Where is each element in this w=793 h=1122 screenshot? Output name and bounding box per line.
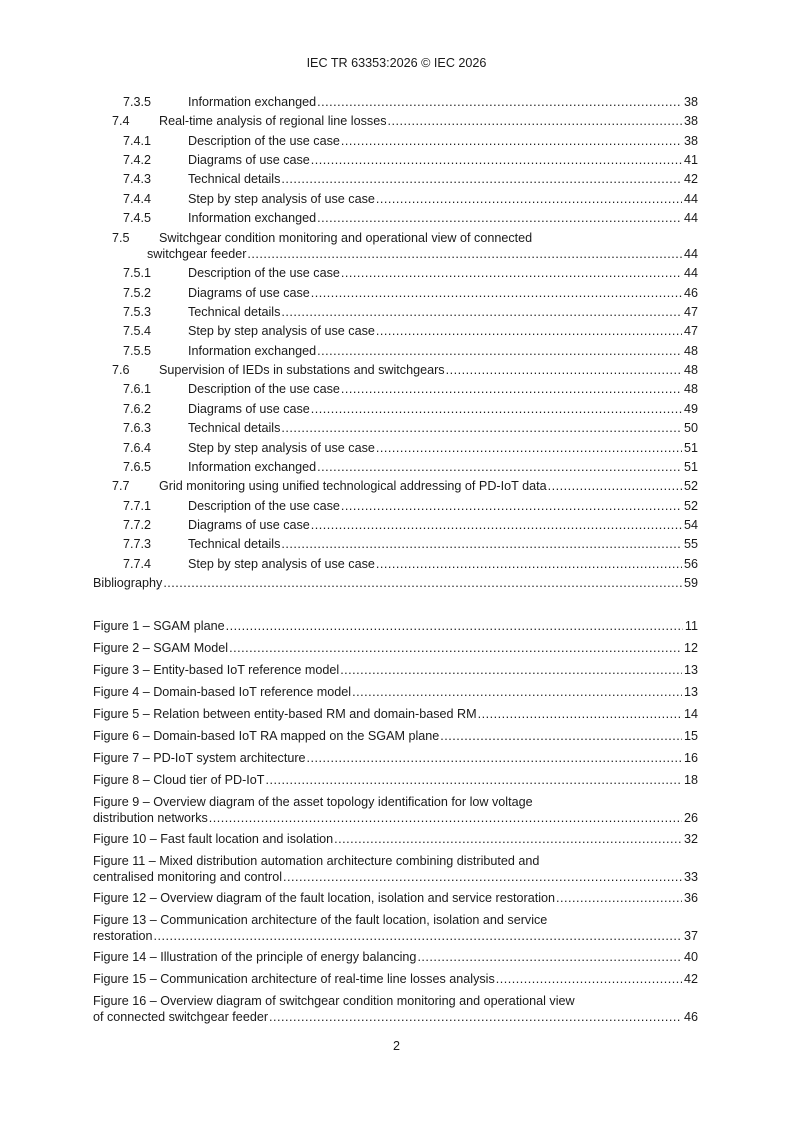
dot-leader bbox=[556, 887, 682, 909]
toc-entry-7-6[interactable] bbox=[93, 361, 698, 380]
toc-entry-page: 47 bbox=[683, 305, 698, 320]
dot-leader bbox=[317, 209, 682, 228]
toc-entry-title: Description of the use case bbox=[188, 133, 340, 148]
figure-entry-2[interactable] bbox=[93, 637, 698, 659]
figure-entry-5[interactable] bbox=[93, 703, 698, 725]
dot-leader bbox=[376, 555, 682, 574]
toc-entry-title: Real-time analysis of regional line losses bbox=[159, 114, 387, 129]
figure-entry-4[interactable] bbox=[93, 681, 698, 703]
figure-entry-16[interactable] bbox=[93, 993, 698, 1025]
toc-entry-page: 44 bbox=[683, 247, 698, 262]
toc-entry-7-7-1[interactable] bbox=[93, 497, 698, 516]
toc-entry-number: 7.4.1 bbox=[123, 133, 152, 148]
figure-entry-title: Figure 8 – Cloud tier of PD-IoT bbox=[93, 773, 265, 787]
dot-leader bbox=[317, 93, 682, 112]
toc-entry-title: Technical details bbox=[188, 172, 281, 187]
toc-entry-number: 7.7 bbox=[112, 479, 130, 494]
dot-leader bbox=[388, 112, 682, 131]
toc-entry-page: 50 bbox=[683, 421, 698, 436]
toc-entry-page: 44 bbox=[683, 266, 698, 281]
dot-leader bbox=[478, 703, 682, 725]
figure-entry-6[interactable] bbox=[93, 725, 698, 747]
dot-leader bbox=[340, 659, 682, 681]
toc-entry-title: Technical details bbox=[188, 421, 281, 436]
figure-entry-page: 14 bbox=[683, 707, 698, 721]
dot-leader bbox=[317, 458, 682, 477]
dot-leader bbox=[376, 439, 682, 458]
toc-entry-7-6-1[interactable] bbox=[93, 380, 698, 399]
figure-entry-page: 36 bbox=[683, 891, 698, 905]
toc-entry-number: 7.4.2 bbox=[123, 153, 152, 168]
toc-entry-title: Information exchanged bbox=[188, 211, 317, 226]
toc-entry-title: Description of the use case bbox=[188, 382, 340, 397]
toc-entry-number: 7.6 bbox=[112, 363, 130, 378]
figure-entry-page: 40 bbox=[683, 950, 698, 964]
figure-entry-title: Figure 6 – Domain-based IoT RA mapped on the SGAM plane bbox=[93, 729, 440, 743]
figure-entry-page: 46 bbox=[683, 1010, 698, 1024]
figure-entry-page: 42 bbox=[683, 972, 698, 986]
toc-entry-title: Description of the use case bbox=[188, 498, 340, 513]
figure-entry-13[interactable] bbox=[93, 912, 698, 944]
toc-entry-page: 44 bbox=[683, 211, 698, 226]
toc-entry-number: 7.4 bbox=[112, 114, 130, 129]
figure-entry-page: 12 bbox=[683, 641, 698, 655]
toc-entry-number: 7.3.5 bbox=[123, 95, 152, 109]
toc-entry-page: 38 bbox=[683, 114, 698, 129]
toc-entry-page: 51 bbox=[683, 440, 698, 455]
dot-leader bbox=[229, 637, 682, 659]
toc-entry-number: 7.6.2 bbox=[123, 401, 152, 416]
figure-entry-page: 16 bbox=[683, 751, 698, 765]
toc-entry-page: 49 bbox=[683, 401, 698, 416]
toc-entry-7-5[interactable] bbox=[93, 228, 698, 264]
toc-entry-7-4[interactable] bbox=[93, 112, 698, 131]
toc-entry-title-continued: switchgear feeder bbox=[147, 247, 247, 262]
toc-entry-number: 7.7.1 bbox=[123, 498, 152, 513]
toc-entry-page: 38 bbox=[683, 133, 698, 148]
figure-entry-page: 11 bbox=[684, 619, 698, 633]
toc-entry-7-7-3[interactable] bbox=[93, 535, 698, 554]
dot-leader bbox=[281, 535, 682, 554]
figure-entry-page: 37 bbox=[683, 929, 698, 943]
toc-entry-number: 7.5.1 bbox=[123, 266, 152, 281]
figure-entry-title: Figure 14 – Illustration of the principle of energy balancing bbox=[93, 950, 417, 964]
toc-entry-title: Information exchanged bbox=[188, 95, 317, 109]
toc-entry-page: 55 bbox=[683, 537, 698, 552]
table-of-contents bbox=[93, 93, 698, 593]
toc-entry-7-7[interactable] bbox=[93, 477, 698, 496]
figure-entry-page: 15 bbox=[683, 729, 698, 743]
toc-entry-title: Step by step analysis of use case bbox=[188, 191, 375, 206]
dot-leader bbox=[269, 1009, 682, 1025]
figure-entry-1[interactable] bbox=[93, 615, 698, 637]
figure-entry-title-continued: distribution networks bbox=[93, 811, 208, 825]
toc-entry-title: Diagrams of use case bbox=[188, 285, 310, 300]
dot-leader bbox=[247, 246, 682, 262]
toc-entry-7-7-4[interactable] bbox=[93, 555, 698, 574]
figure-entry-title: Figure 11 – Mixed distribution automation architecture combining distributed and bbox=[93, 854, 540, 868]
toc-entry-page: 48 bbox=[683, 343, 698, 358]
toc-entry-title: Description of the use case bbox=[188, 266, 340, 281]
dot-leader bbox=[317, 342, 682, 361]
toc-entry-7-5-4[interactable] bbox=[93, 322, 698, 341]
toc-entry-number: 7.5.4 bbox=[123, 324, 152, 339]
toc-entry-number: 7.5 bbox=[112, 231, 130, 246]
toc-entry-title: Diagrams of use case bbox=[188, 153, 310, 168]
dot-leader bbox=[440, 725, 682, 747]
toc-entry-7-4-1[interactable] bbox=[93, 132, 698, 151]
toc-entry-7-4-5[interactable] bbox=[93, 209, 698, 228]
figure-entry-title: Figure 13 – Communication architecture of the fault location, isolation and service bbox=[93, 913, 548, 927]
toc-entry-title: Diagrams of use case bbox=[188, 401, 310, 416]
toc-entry-number: 7.5.5 bbox=[123, 343, 152, 358]
dot-leader bbox=[266, 769, 682, 791]
toc-entry-7-4-4[interactable] bbox=[93, 190, 698, 209]
dot-leader bbox=[226, 615, 683, 637]
dot-leader bbox=[376, 322, 682, 341]
toc-entry-page: 48 bbox=[683, 363, 698, 378]
toc-entry-title: Information exchanged bbox=[188, 343, 317, 358]
figure-entry-15[interactable] bbox=[93, 968, 698, 990]
figure-entry-14[interactable] bbox=[93, 946, 698, 968]
toc-entry-number: 7.6.1 bbox=[123, 382, 152, 397]
dot-leader bbox=[283, 869, 682, 885]
dot-leader bbox=[496, 968, 682, 990]
running-header: IEC TR 63353:2026 © IEC 2026 bbox=[306, 56, 487, 70]
figure-entry-3[interactable] bbox=[93, 659, 698, 681]
toc-entry-title: Bibliography bbox=[93, 575, 163, 590]
toc-entry-page: 44 bbox=[683, 191, 698, 206]
toc-entry-page: 51 bbox=[683, 459, 698, 474]
figure-entry-title: Figure 5 – Relation between entity-based RM and domain-based RM bbox=[93, 707, 477, 721]
figure-entry-title: Figure 9 – Overview diagram of the asset topology identification for low voltage bbox=[93, 795, 533, 809]
figure-entry-page: 13 bbox=[683, 663, 698, 677]
toc-entry-7-3-5[interactable] bbox=[93, 93, 698, 112]
toc-entry-page: 46 bbox=[683, 285, 698, 300]
toc-entry-page: 42 bbox=[683, 172, 698, 187]
toc-entry-title: Step by step analysis of use case bbox=[188, 556, 375, 571]
dot-leader bbox=[352, 681, 682, 703]
toc-entry-7-5-3[interactable] bbox=[93, 303, 698, 322]
dot-leader bbox=[307, 747, 682, 769]
figure-entry-9[interactable] bbox=[93, 794, 698, 826]
dot-leader bbox=[446, 361, 682, 380]
toc-entry-7-7-2[interactable] bbox=[93, 516, 698, 535]
toc-entry-number: 7.7.4 bbox=[123, 556, 152, 571]
toc-entry-7-4-3[interactable] bbox=[93, 170, 698, 189]
dot-leader bbox=[209, 810, 682, 826]
figure-entry-title: Figure 10 – Fast fault location and isolation bbox=[93, 832, 334, 846]
toc-entry-page: 48 bbox=[683, 382, 698, 397]
figure-entry-page: 13 bbox=[683, 685, 698, 699]
dot-leader bbox=[281, 419, 682, 438]
toc-entry-number: 7.7.2 bbox=[123, 517, 152, 532]
figure-entry-page: 33 bbox=[683, 870, 698, 884]
toc-entry-title: Switchgear condition monitoring and operational view of connected bbox=[159, 231, 533, 246]
figure-entry-10[interactable] bbox=[93, 828, 698, 850]
figure-entry-page: 26 bbox=[683, 811, 698, 825]
dot-leader bbox=[376, 190, 682, 209]
figure-entry-title: Figure 7 – PD-IoT system architecture bbox=[93, 751, 306, 765]
dot-leader bbox=[163, 574, 682, 593]
toc-entry-title: Information exchanged bbox=[188, 459, 317, 474]
toc-entry-page: 38 bbox=[683, 95, 698, 109]
toc-entry-title: Technical details bbox=[188, 537, 281, 552]
figure-entry-7[interactable] bbox=[93, 747, 698, 769]
toc-entry-number: 7.6.3 bbox=[123, 421, 152, 436]
toc-entry-title: Step by step analysis of use case bbox=[188, 324, 375, 339]
toc-entry-7-5-1[interactable] bbox=[93, 264, 698, 283]
figure-entry-title-continued: centralised monitoring and control bbox=[93, 870, 283, 884]
toc-entry-title: Technical details bbox=[188, 305, 281, 320]
figure-entry-title: Figure 16 – Overview diagram of switchgear condition monitoring and operational view bbox=[93, 994, 575, 1008]
dot-leader bbox=[154, 928, 682, 944]
list-of-figures bbox=[93, 615, 698, 1027]
toc-entry-7-5-2[interactable] bbox=[93, 284, 698, 303]
figure-entry-page: 18 bbox=[683, 773, 698, 787]
toc-entry-bibliography[interactable] bbox=[93, 574, 698, 593]
dot-leader bbox=[417, 946, 682, 968]
figure-entry-title: Figure 15 – Communication architecture of real-time line losses analysis bbox=[93, 972, 495, 986]
toc-entry-page: 52 bbox=[683, 479, 698, 494]
toc-entry-page: 59 bbox=[683, 575, 698, 590]
dot-leader bbox=[311, 400, 682, 419]
toc-entry-number: 7.4.4 bbox=[123, 191, 152, 206]
toc-entry-title: Step by step analysis of use case bbox=[188, 440, 375, 455]
dot-leader bbox=[341, 132, 682, 151]
toc-entry-7-6-4[interactable] bbox=[93, 439, 698, 458]
figure-entry-title: Figure 4 – Domain-based IoT reference model bbox=[93, 685, 352, 699]
page-number: 2 bbox=[392, 1039, 400, 1053]
figure-entry-12[interactable] bbox=[93, 887, 698, 909]
toc-entry-number: 7.5.3 bbox=[123, 305, 152, 320]
dot-leader bbox=[341, 380, 682, 399]
toc-entry-title: Grid monitoring using unified technological addressing of PD-IoT data bbox=[159, 479, 547, 494]
dot-leader bbox=[341, 497, 682, 516]
toc-entry-7-6-3[interactable] bbox=[93, 419, 698, 438]
toc-entry-title: Diagrams of use case bbox=[188, 517, 310, 532]
figure-entry-title: Figure 12 – Overview diagram of the fault location, isolation and service restoration bbox=[93, 891, 556, 905]
toc-entry-number: 7.5.2 bbox=[123, 285, 152, 300]
dot-leader bbox=[311, 516, 682, 535]
toc-entry-number: 7.6.4 bbox=[123, 440, 152, 455]
toc-entry-number: 7.6.5 bbox=[123, 459, 152, 474]
dot-leader bbox=[281, 303, 682, 322]
figure-entry-title: Figure 1 – SGAM plane bbox=[93, 619, 225, 633]
dot-leader bbox=[311, 284, 682, 303]
figure-entry-title: Figure 3 – Entity-based IoT reference model bbox=[93, 663, 340, 677]
toc-entry-page: 41 bbox=[683, 153, 698, 168]
figure-entry-8[interactable] bbox=[93, 769, 698, 791]
figure-entry-title: Figure 2 – SGAM Model bbox=[93, 641, 229, 655]
figure-entry-page: 32 bbox=[683, 832, 698, 846]
toc-entry-7-4-2[interactable] bbox=[93, 151, 698, 170]
toc-entry-number: 7.4.3 bbox=[123, 172, 152, 187]
toc-entry-title: Supervision of IEDs in substations and switchgears bbox=[159, 363, 445, 378]
toc-entry-number: 7.7.3 bbox=[123, 537, 152, 552]
dot-leader bbox=[341, 264, 682, 283]
toc-entry-page: 47 bbox=[683, 324, 698, 339]
toc-entry-7-6-5[interactable] bbox=[93, 458, 698, 477]
toc-entry-page: 54 bbox=[683, 517, 698, 532]
figure-entry-11[interactable] bbox=[93, 853, 698, 885]
toc-entry-7-6-2[interactable] bbox=[93, 400, 698, 419]
dot-leader bbox=[334, 828, 682, 850]
toc-entry-7-5-5[interactable] bbox=[93, 342, 698, 361]
toc-entry-page: 56 bbox=[683, 556, 698, 571]
toc-entry-page: 52 bbox=[683, 498, 698, 513]
dot-leader bbox=[548, 477, 682, 496]
toc-entry-number: 7.4.5 bbox=[123, 211, 152, 226]
figure-entry-title-continued: of connected switchgear feeder bbox=[93, 1010, 269, 1024]
figure-entry-title-continued: restoration bbox=[93, 929, 153, 943]
dot-leader bbox=[281, 170, 682, 189]
dot-leader bbox=[311, 151, 682, 170]
